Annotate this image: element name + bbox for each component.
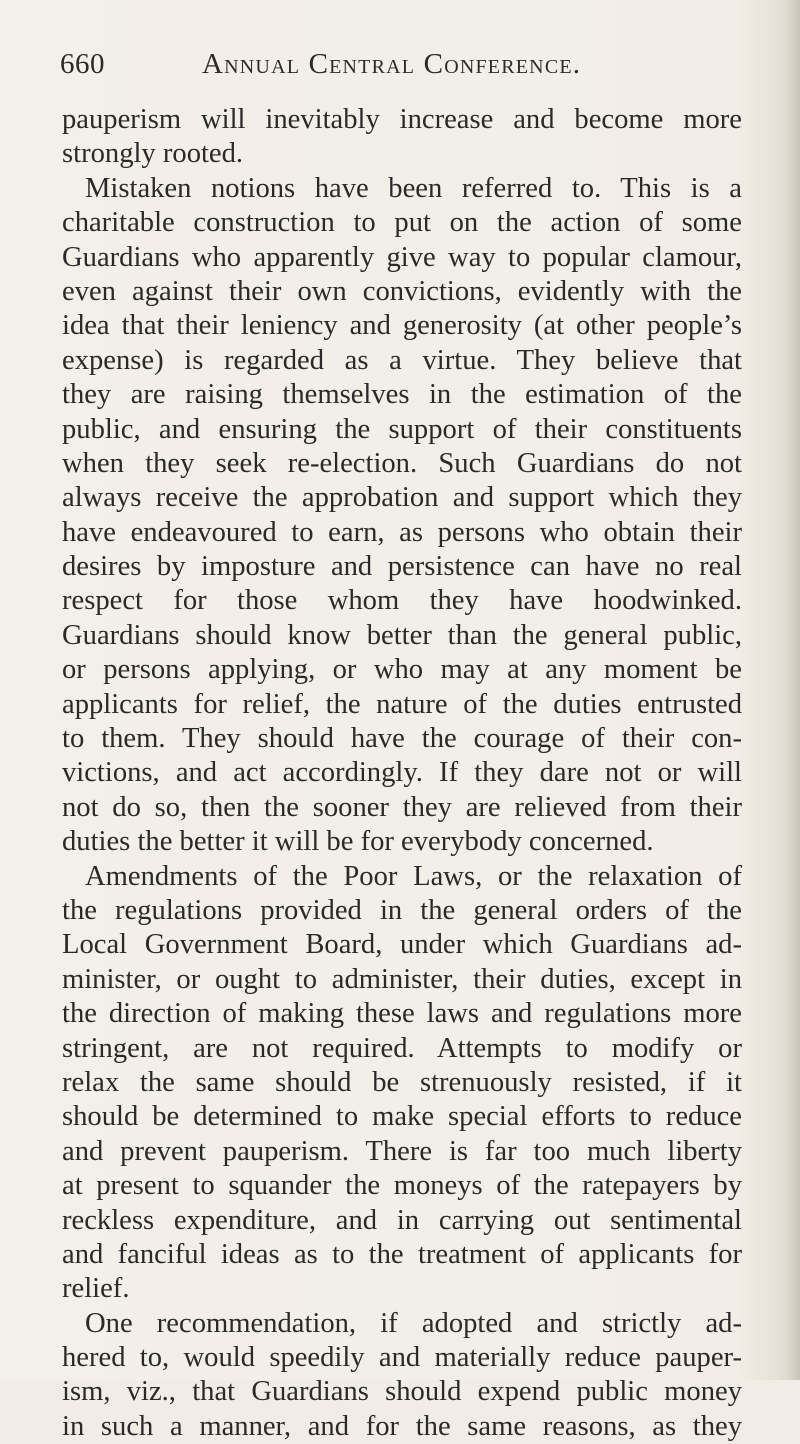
text-line: when they seek re-election. Such Guardians do not: [62, 447, 742, 479]
text-line: applicants for relief, the nature of the duties entrusted: [62, 688, 742, 720]
text-line: minister, or ought to administer, their duties, except in: [62, 963, 742, 995]
text-line: in such a manner, and for the same reasons, as they: [62, 1410, 742, 1442]
text-line: always receive the approbation and support which they: [62, 482, 742, 514]
text-line: reckless expenditure, and in carrying out sentimental: [62, 1204, 742, 1236]
text-line: and fanciful ideas as to the treatment of applicants for: [62, 1238, 742, 1270]
text-line: they are raising themselves in the estimation of the: [62, 379, 742, 411]
text-line: public, and ensuring the support of their constituents: [62, 413, 742, 445]
text-line: should be determined to make special efforts to reduce: [62, 1101, 742, 1133]
text-line: ism, viz., that Guardians should expend public money: [62, 1376, 742, 1408]
text-line: stringent, are not required. Attempts to modify or: [62, 1032, 742, 1064]
text-line: at present to squander the moneys of the ratepayers by: [62, 1170, 742, 1202]
running-title: Annual Central Conference.: [202, 48, 582, 80]
text-line: expense) is regarded as a virtue. They believe that: [62, 344, 742, 376]
text-line: or persons applying, or who may at any moment be: [62, 654, 742, 686]
page-edge-shadow: [786, 0, 800, 1380]
text-line: not do so, then the sooner they are relieved from their: [62, 791, 742, 823]
text-line: charitable construction to put on the action of some: [62, 207, 742, 239]
text-line: pauperism will inevitably increase and become more: [62, 104, 742, 135]
text-line: strongly rooted.: [62, 138, 244, 170]
page-number: 660: [60, 48, 105, 80]
text-line: duties the better it will be for everybody concerned.: [62, 826, 654, 858]
text-line: Amendments of the Poor Laws, or the relaxation of: [85, 860, 742, 892]
text-line: Mistaken notions have been referred to. This is a: [85, 172, 742, 204]
text-line: relax the same should be strenuously resisted, if it: [62, 1066, 742, 1098]
text-line: hered to, would speedily and materially reduce pauper-: [62, 1342, 742, 1374]
text-line: desires by imposture and persistence can have no real: [62, 551, 742, 583]
text-line: respect for those whom they have hoodwinked.: [62, 585, 742, 617]
text-line: relief.: [62, 1273, 130, 1305]
text-line: One recommendation, if adopted and strictly ad-: [85, 1307, 742, 1339]
text-line: Guardians should know better than the general public,: [62, 619, 742, 651]
text-line: to them. They should have the courage of their con-: [62, 723, 742, 755]
text-line: even against their own convictions, evidently with the: [62, 275, 742, 307]
text-line: idea that their leniency and generosity (at other people’s: [62, 310, 742, 342]
text-line: victions, and act accordingly. If they dare not or will: [62, 757, 742, 789]
text-line: the regulations provided in the general orders of the: [62, 894, 742, 926]
text-line: the direction of making these laws and regulations more: [62, 998, 742, 1030]
text-line: have endeavoured to earn, as persons who obtain their: [62, 516, 742, 548]
running-header: [60, 48, 760, 88]
body-text: [62, 103, 742, 1444]
text-line: Local Government Board, under which Guardians ad-: [62, 929, 742, 961]
text-line: and prevent pauperism. There is far too much liberty: [62, 1135, 742, 1167]
text-line: Guardians who apparently give way to popular clamour,: [62, 241, 742, 273]
